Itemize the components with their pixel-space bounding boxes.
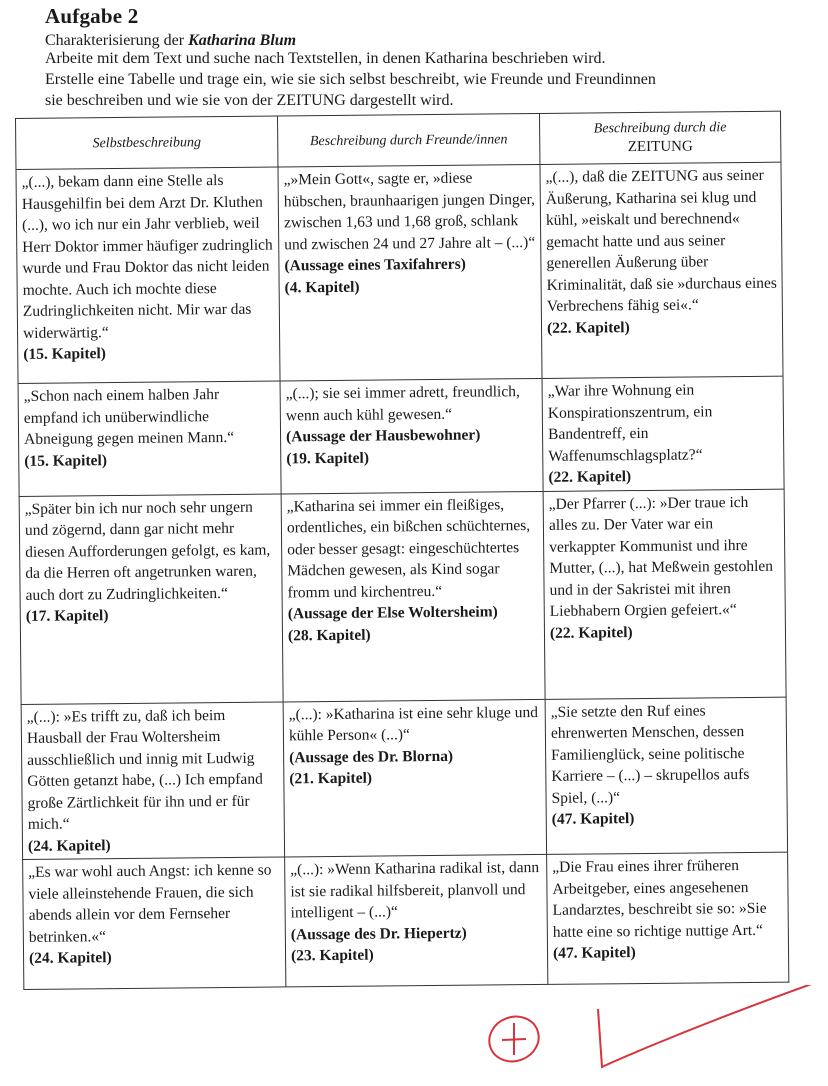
quote-text: „Es war wohl auch Angst: ich kenne so viele alleinstehende Frauen, die sich abends allein vor dem Fernseher betrinken.«“ bbox=[28, 861, 272, 946]
self-description-cell bbox=[16, 167, 280, 384]
newspaper-description-cell bbox=[545, 697, 787, 855]
quote-text: „(...): »Es trifft zu, daß ich beim Hausball der Frau Woltersheim ausschließlich und innig mit Ludwig Götten getanzt habe, (...) Ich empfand große Zärtlichkeit für ihn und er für mich.“ bbox=[26, 706, 263, 833]
chapter-ref: (28. Kapitel) bbox=[287, 626, 371, 644]
assignment-title: Aufgabe 2 bbox=[45, 4, 139, 28]
plus-sign bbox=[502, 1023, 526, 1055]
quote-text: „Die Frau eines ihrer früheren Arbeitgeber, eines angesehenen Landarztes, beschreibt sie so: »Sie hatte eine so richtige nuttige Art.“ bbox=[552, 857, 767, 941]
chapter-ref: (4. Kapitel) bbox=[284, 278, 360, 296]
friends-description-cell bbox=[285, 854, 548, 987]
instruction-line: Erstelle eine Tabelle und trage ein, wie sie sich selbst beschreibt, wie Freunde und Freundinnen bbox=[45, 71, 656, 88]
chapter-ref: (22. Kapitel) bbox=[549, 623, 633, 642]
table-row bbox=[23, 852, 789, 989]
chapter-ref: (24. Kapitel) bbox=[27, 836, 111, 855]
header-newspaper-line1: Beschreibung durch die bbox=[593, 120, 727, 137]
header-newspaper-line2: ZEITUNG bbox=[627, 138, 693, 156]
self-description-cell bbox=[19, 493, 283, 704]
quote-text: „(...): »Katharina ist eine sehr kluge und kühle Person« (...)“ bbox=[288, 703, 539, 745]
header-friends-description: Beschreibung durch Freunde/innen bbox=[277, 113, 539, 167]
teacher-grade-marks bbox=[470, 985, 828, 1086]
chapter-ref: (19. Kapitel) bbox=[286, 449, 370, 467]
friends-description-cell bbox=[278, 164, 542, 381]
chapter-ref: (22. Kapitel) bbox=[548, 468, 632, 486]
quote-text: „Später bin ich nur noch sehr ungern und zögernd, dann gar nicht mehr diesen Aufforderungen gefolgt, es kam, da die Herren oft angetrunken waren, auch dort zu Zudringlichkeiten.“ bbox=[24, 498, 271, 604]
quote-text: „Katharina sei immer ein fleißiges, ordentliches, ein bißchen schüchternes, oder besser gesagt: eingeschüchtertes Mädchen gewesen, als Kind sogar fromm und kirchentreu.“ bbox=[286, 495, 531, 601]
source-ref: (Aussage der Hausbewohner) bbox=[285, 426, 481, 446]
chapter-ref: (21. Kapitel) bbox=[289, 769, 373, 788]
chapter-ref: (23. Kapitel) bbox=[290, 946, 374, 965]
quote-text: „Sie setzte den Ruf eines ehrenwerten Menschen, dessen Familienglück, seine politische Karriere – (...) – skrupellos aufs Spiel, (...)“ bbox=[550, 701, 750, 807]
quote-text: „War ihre Wohnung ein Konspirationszentrum, ein Bandentreff, ein Waffenumschlagsplatz?“ bbox=[547, 381, 713, 465]
chapter-ref: (47. Kapitel) bbox=[551, 810, 635, 828]
instruction-line: Arbeite mit dem Text und suche nach Textstellen, in denen Katharina beschrieben wird. bbox=[45, 50, 606, 67]
header-newspaper-description bbox=[539, 111, 780, 164]
chapter-ref: (47. Kapitel) bbox=[552, 944, 636, 962]
checkmark-icon bbox=[598, 985, 820, 1067]
table-row bbox=[18, 376, 784, 496]
subtitle-character-name: Katharina Blum bbox=[188, 32, 297, 49]
friends-description-cell bbox=[280, 378, 543, 493]
chapter-ref: (22. Kapitel) bbox=[546, 318, 630, 337]
quote-text: „(...), daß die ZEITUNG aus seiner Äußerung, Katharina sei klug und kühl, »eiskalt und berechnend« gemacht hatte und aus seiner generellen Äußerung über Kriminalität, daß sie »durchaus eines Verbrechens fähig sei«.“ bbox=[545, 166, 777, 315]
source-ref: (Aussage des Dr. Blorna) bbox=[289, 747, 454, 766]
source-ref: (Aussage eines Taxifahrers) bbox=[284, 255, 466, 275]
instruction-line: sie beschreiben und wie sie von der ZEITUNG dargestellt wird. bbox=[45, 92, 454, 109]
source-ref: (Aussage der Else Woltersheim) bbox=[287, 603, 498, 623]
newspaper-description-cell bbox=[540, 162, 783, 378]
chapter-ref: (24. Kapitel) bbox=[28, 949, 112, 967]
table-header-row bbox=[16, 111, 781, 169]
table-row bbox=[21, 697, 787, 860]
self-description-cell bbox=[18, 381, 281, 496]
quote-text: „(...); sie sei immer adrett, freundlich, wenn auch kühl gewesen.“ bbox=[285, 383, 520, 424]
chapter-ref: (15. Kapitel) bbox=[24, 451, 108, 470]
table-row bbox=[16, 162, 783, 383]
newspaper-description-cell bbox=[547, 852, 789, 984]
chapter-ref: (15. Kapitel) bbox=[23, 345, 107, 363]
table-row bbox=[19, 489, 786, 704]
characterization-table bbox=[15, 111, 789, 990]
self-description-cell bbox=[21, 701, 284, 859]
quote-text: „»Mein Gott«, sagte er, »diese hübschen, braunhaarigen jungen Dinger, zwischen 1,63 und 1,68 groß, schlank und zwischen 24 und 27 Jahre alt – (...)“ bbox=[283, 169, 536, 253]
newspaper-description-cell bbox=[542, 376, 784, 491]
quote-text: „(...): »Wenn Katharina radikal ist, dann ist sie radikal hilfsbereit, planvoll und intelligent – (...)“ bbox=[290, 859, 540, 922]
quote-text: „Der Pfarrer (...): »Der traue ich alles zu. Der Vater war ein verkappter Kommunist und ihre Mutter, (...), hat Meßwein gestohlen und in der Sakristei mit ihren Liebhabern Orgien gefeiert.«“ bbox=[548, 493, 774, 620]
friends-description-cell bbox=[281, 491, 545, 702]
newspaper-description-cell bbox=[543, 489, 786, 699]
quote-text: „Schon nach einem halben Jahr empfand ich unüberwindliche Abneigung gegen meinen Mann.“ bbox=[23, 386, 235, 448]
source-ref: (Aussage des Dr. Hiepertz) bbox=[290, 924, 467, 943]
friends-description-cell bbox=[283, 699, 546, 857]
subtitle-prefix: Charakterisierung der bbox=[45, 32, 185, 49]
chapter-ref: (17. Kapitel) bbox=[25, 607, 109, 625]
header-self-description: Selbstbeschreibung bbox=[16, 116, 278, 170]
self-description-cell bbox=[23, 857, 286, 990]
quote-text: „(...), bekam dann eine Stelle als Hausgehilfin bei dem Arzt Dr. Kluthen (...), wo ich nur ein Jahr verblieb, weil Herr Doktor immer häufiger zudringlich wurde und Frau Doktor das nicht leiden mochte. Auch ich mochte diese Zudringlichkeiten nicht. Mir war das widerwärtig.“ bbox=[21, 172, 273, 342]
assignment-instructions bbox=[45, 48, 805, 111]
